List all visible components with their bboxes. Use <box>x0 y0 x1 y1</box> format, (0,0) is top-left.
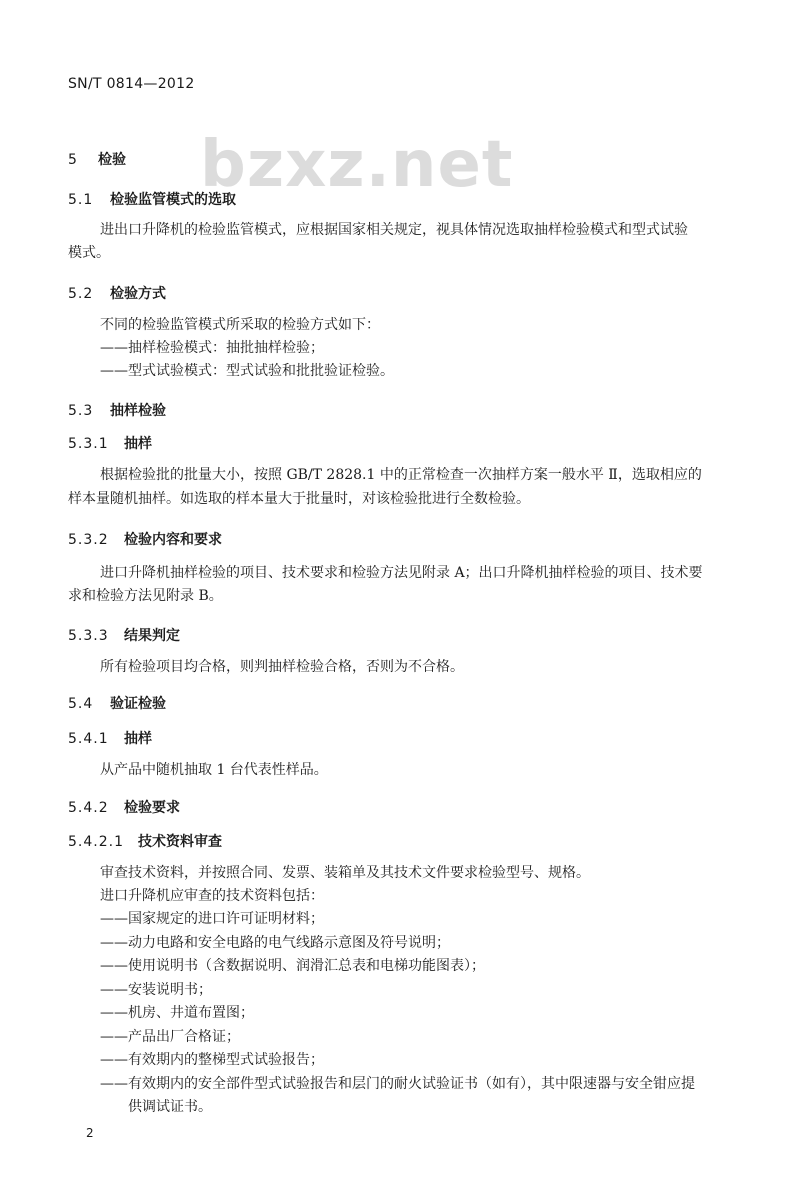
heading-5-1: 5.1 检验监管模式的选取 <box>68 192 236 208</box>
heading-5-3-2: 5.3.2 检验内容和要求 <box>68 532 222 548</box>
list-item: ——有效期内的整梯型式试验报告； <box>100 1052 324 1068</box>
list-item-continuation: 供调试证书。 <box>128 1099 212 1115</box>
paragraph-5-2: 不同的检验监管模式所采取的检验方式如下： <box>100 317 380 333</box>
heading-5-4-2-1: 5.4.2.1 技术资料审查 <box>68 834 222 850</box>
list-item: ——型式试验模式：型式试验和批批验证检验。 <box>100 363 394 379</box>
heading-5-3: 5.3 抽样检验 <box>68 403 166 419</box>
paragraph-5-3-2-line1: 进口升降机抽样检验的项目、技术要求和检验方法见附录 A；出口升降机抽样检验的项目、技术要 <box>100 565 703 581</box>
paragraph-5-1-line1: 进出口升降机的检验监管模式，应根据国家相关规定，视具体情况选取抽样检验模式和型式试验 <box>100 222 688 238</box>
list-item: ——使用说明书（含数据说明、润滑汇总表和电梯功能图表）； <box>100 958 485 974</box>
list-item: ——抽样检验模式：抽批抽样检验； <box>100 340 324 356</box>
paragraph-5-3-3: 所有检验项目均合格，则判抽样检验合格，否则为不合格。 <box>100 659 464 675</box>
paragraph-5-4-2-1-line2: 进口升降机应审查的技术资料包括： <box>100 888 324 904</box>
list-item: ——国家规定的进口许可证明材料； <box>100 911 324 927</box>
heading-5-3-3: 5.3.3 结果判定 <box>68 628 180 644</box>
list-item: ——产品出厂合格证； <box>100 1029 240 1045</box>
heading-5: 5 检验 <box>68 152 126 168</box>
paragraph-5-4-2-1-line1: 审查技术资料，并按照合同、发票、装箱单及其技术文件要求检验型号、规格。 <box>100 865 590 881</box>
paragraph-5-1-line2: 模式。 <box>68 245 110 261</box>
paragraph-5-3-1-line2: 样本量随机抽样。如选取的样本量大于批量时，对该检验批进行全数检验。 <box>68 491 530 507</box>
paragraph-5-3-1-line1: 根据检验批的批量大小，按照 GB/T 2828.1 中的正常检查一次抽样方案一般水平 Ⅱ，选取相应的 <box>100 467 702 483</box>
watermark: bzxz.net <box>200 128 514 202</box>
heading-5-4: 5.4 验证检验 <box>68 696 166 712</box>
list-item: ——动力电路和安全电路的电气线路示意图及符号说明； <box>100 935 450 951</box>
heading-5-4-2: 5.4.2 检验要求 <box>68 800 180 816</box>
list-item: ——有效期内的安全部件型式试验报告和层门的耐火试验证书（如有），其中限速器与安全钳应提 <box>100 1076 695 1092</box>
standard-id: SN/T 0814—2012 <box>68 76 195 92</box>
list-item: ——安装说明书； <box>100 982 212 998</box>
heading-5-3-1: 5.3.1 抽样 <box>68 436 152 452</box>
paragraph-5-4-1: 从产品中随机抽取 1 台代表性样品。 <box>100 762 328 778</box>
paragraph-5-3-2-line2: 求和检验方法见附录 B。 <box>68 588 223 604</box>
heading-5-2: 5.2 检验方式 <box>68 286 166 302</box>
page-number: 2 <box>86 1126 94 1140</box>
list-item: ——机房、井道布置图； <box>100 1005 254 1021</box>
heading-5-4-1: 5.4.1 抽样 <box>68 731 152 747</box>
